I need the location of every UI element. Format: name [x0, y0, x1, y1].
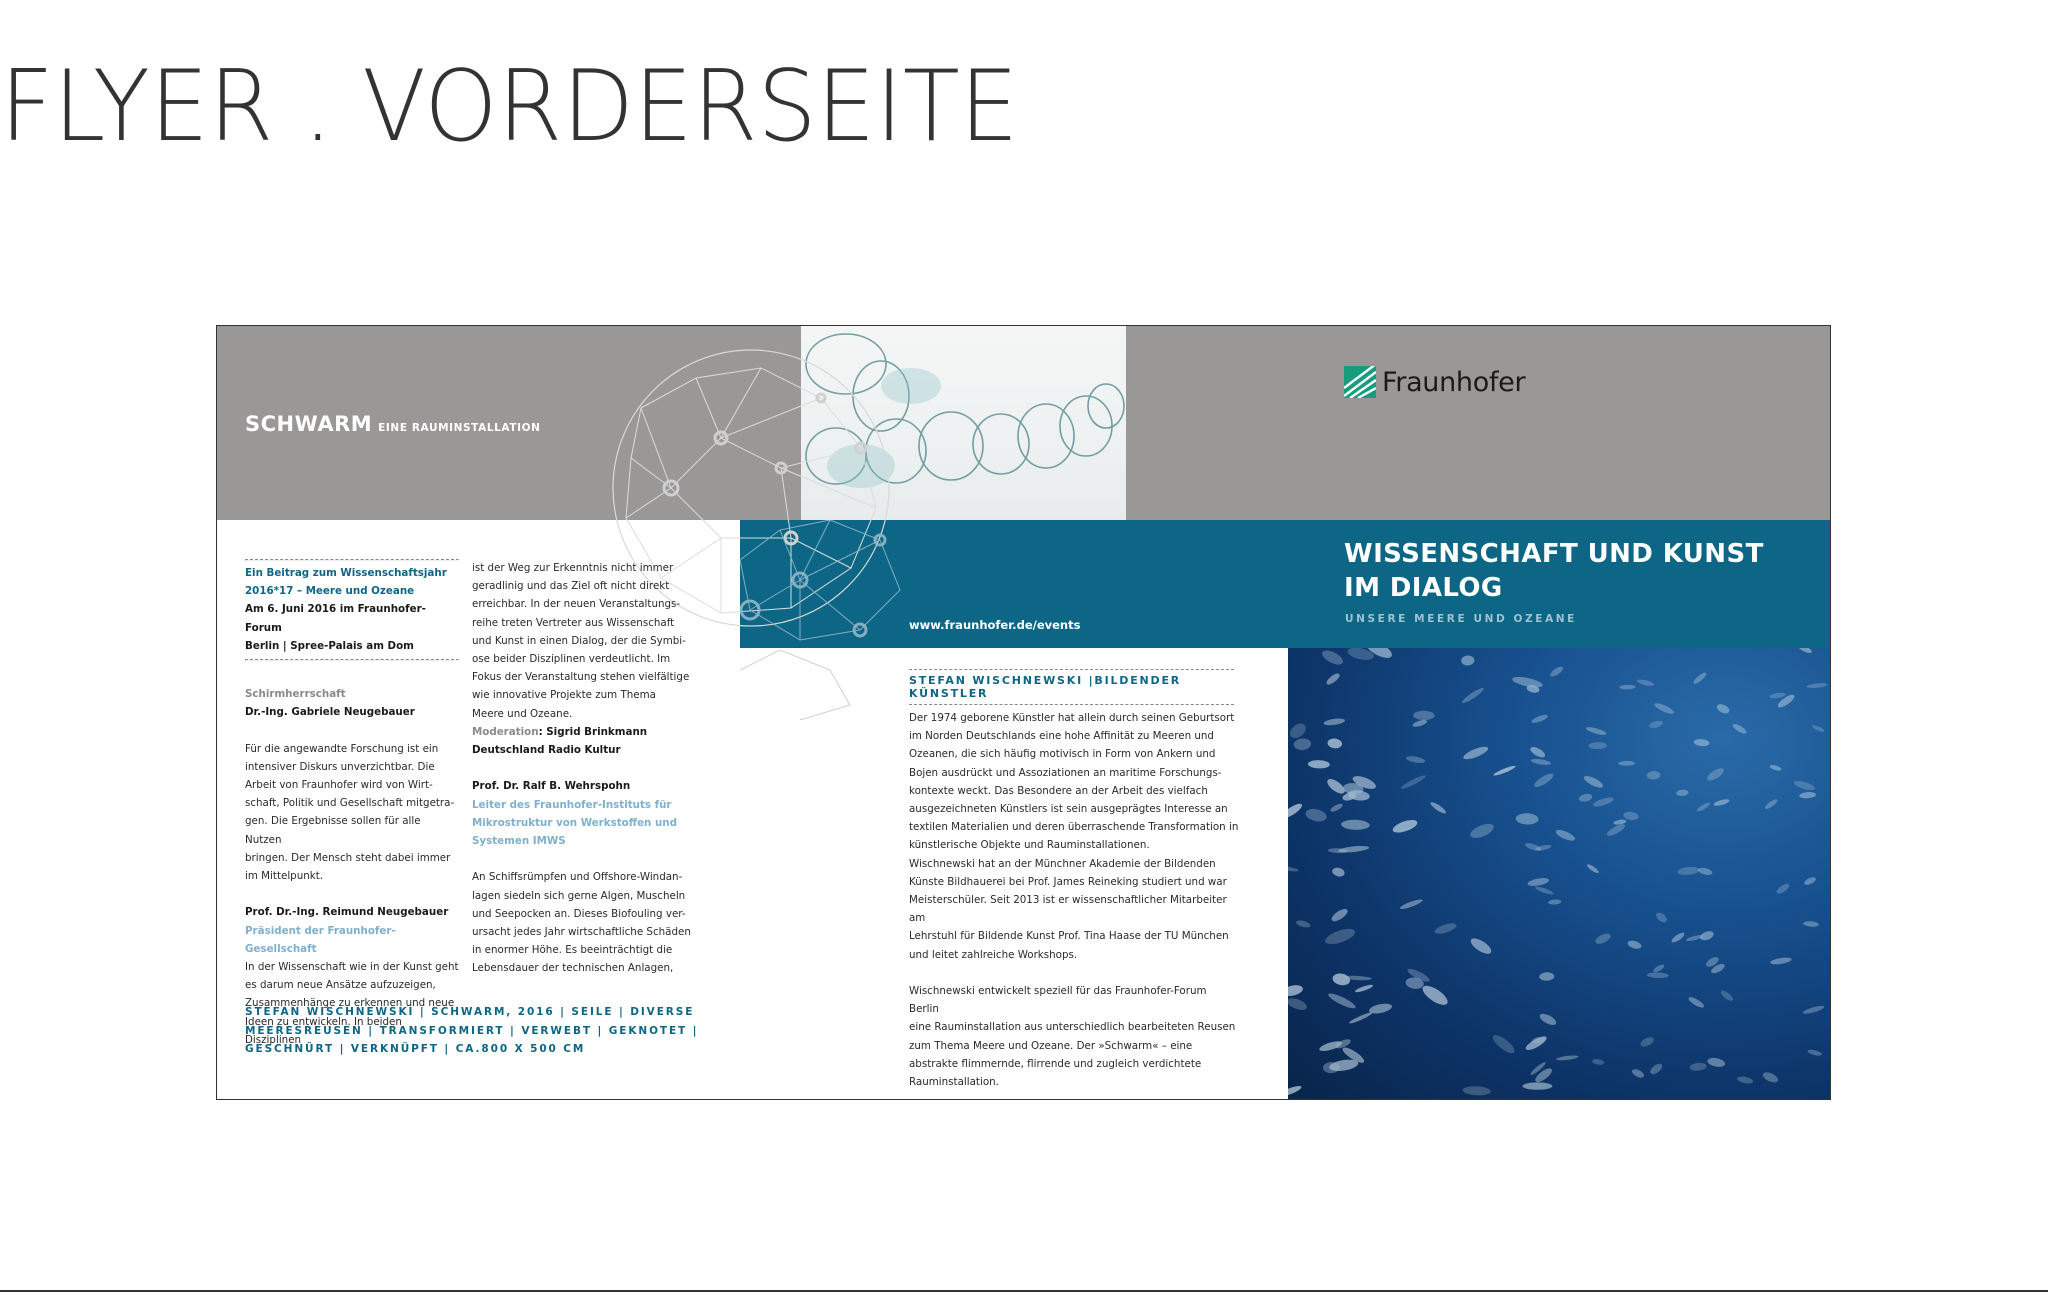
- fish-shape: [1348, 1011, 1373, 1025]
- column-left: [245, 559, 460, 1049]
- fish-shape: [1304, 807, 1328, 824]
- fish-shape: [1613, 819, 1627, 826]
- fish-shape: [1670, 931, 1686, 944]
- fish-shape: [1288, 1084, 1302, 1098]
- fish-shape: [1687, 995, 1705, 1009]
- fish-shape: [1461, 686, 1485, 705]
- fish-shape: [1354, 983, 1373, 993]
- paragraph-line: ausgezeichneten Künstlers ist sein ausgeprägtes Interesse an: [909, 803, 1228, 816]
- paragraph-line: Wischnewski entwickelt speziell für das Fraunhofer-Forum Berlin: [909, 985, 1207, 1016]
- fish-shape: [1713, 798, 1730, 807]
- fish-shape: [1623, 811, 1639, 821]
- paragraph-line: wie innovative Projekte zum Thema: [472, 689, 656, 702]
- paragraph-line: erreichbar. In der neuen Veranstaltungs-: [472, 598, 681, 611]
- fish-shape: [1288, 801, 1304, 820]
- paragraph-line: ist der Weg zur Erkenntnis nicht immer: [472, 562, 674, 574]
- fish-shape: [1797, 648, 1813, 655]
- paragraph-line: Rauminstallation.: [909, 1076, 999, 1089]
- fish-shape: [1637, 678, 1655, 687]
- fish-shape: [1462, 1086, 1491, 1096]
- fish-shape: [1677, 866, 1700, 876]
- fish-shape: [1461, 655, 1475, 666]
- paragraph-line: textilen Materialien und deren überraschende Transformation in: [909, 821, 1239, 834]
- paragraph-line: lagen siedeln sich gerne Algen, Muscheln: [472, 889, 686, 902]
- paragraph-line: Der 1974 geborene Künstler hat allein durch seinen Geburtsort: [909, 712, 1235, 724]
- fish-shape: [1539, 972, 1554, 981]
- fish-shape: [1529, 745, 1547, 760]
- paragraph-line: Wischnewski hat an der Münchner Akademie der Bildenden: [909, 857, 1216, 870]
- date-line-2: Berlin | Spree-Palais am Dom: [245, 639, 414, 652]
- fish-shape: [1586, 863, 1600, 874]
- paragraph-line: Künste Bildhauerei bei Prof. James Reineking studiert und war: [909, 875, 1227, 888]
- fish-shape: [1556, 1055, 1579, 1062]
- fish-shape: [1592, 1058, 1605, 1065]
- fish-shape: [1719, 989, 1734, 1003]
- fish-shape: [1288, 996, 1308, 1012]
- speaker-role: Systemen IMWS: [472, 835, 566, 848]
- caption-line: MEERESREUSEN | TRANSFORMIERT | VERWEBT | GEKNOTET |: [245, 1024, 699, 1037]
- paragraph-line: zum Thema Meere und Ozeane. Der »Schwarm« – eine: [909, 1039, 1193, 1052]
- fish-shape: [1331, 866, 1345, 878]
- fish-shape: [1594, 931, 1613, 946]
- fish-shape: [1806, 682, 1827, 689]
- fish-shape: [1647, 972, 1669, 978]
- fish-shape: [1330, 907, 1350, 924]
- bottom-rule: [0, 1290, 2048, 1292]
- events-url[interactable]: www.fraunhofer.de/events: [909, 618, 1081, 632]
- fish-shape: [1578, 793, 1593, 803]
- logo-wordmark: Fraunhofer: [1382, 366, 1526, 398]
- fish-shape: [1327, 738, 1343, 750]
- installation-name: SCHWARM: [245, 412, 373, 436]
- paragraph-line: In der Wissenschaft wie in der Kunst geht: [245, 961, 459, 974]
- fish-shape: [1582, 774, 1604, 790]
- fish-shape: [1807, 1049, 1822, 1057]
- patronage-label: Schirmherrschaft: [245, 688, 346, 701]
- moderation-name: : Sigrid Brinkmann: [538, 725, 648, 738]
- speaker-role: Mikrostruktur von Werkstoffen und: [472, 816, 677, 829]
- paragraph-line: Für die angewandte Forschung ist ein: [245, 742, 439, 755]
- paragraph-line: in enormer Höhe. Es beeinträchtigt die: [472, 944, 673, 957]
- paragraph-line: Bojen ausdrückt und Assoziationen an maritime Forschungs-: [909, 766, 1222, 779]
- fish-shape: [1705, 766, 1726, 783]
- fish-shape: [1399, 898, 1423, 911]
- fish-shape: [1554, 828, 1576, 843]
- fish-shape: [1531, 713, 1549, 724]
- fish-shape: [1490, 1032, 1517, 1056]
- network-sphere-lower: [740, 520, 910, 720]
- fish-shape: [1548, 899, 1562, 905]
- fish-shape: [1532, 771, 1555, 789]
- fish-shape: [1293, 738, 1311, 751]
- fish-shape: [1549, 665, 1565, 679]
- paragraph-line: intensiver Diskurs unverzichtbar. Die: [245, 760, 435, 773]
- fish-shape: [1535, 885, 1555, 895]
- fish-shape: [1770, 956, 1792, 965]
- fish-shape: [1592, 796, 1614, 809]
- fish-shape: [1693, 738, 1709, 746]
- fish-shape: [1320, 648, 1345, 667]
- fish-shape: [1323, 926, 1357, 947]
- fish-shape: [1736, 1075, 1753, 1084]
- paragraph-line: im Norden Deutschlands eine hohe Affinität zu Meeren und: [909, 730, 1214, 743]
- fish-shape: [1652, 963, 1665, 973]
- fish-shape: [1406, 755, 1426, 764]
- paragraph-line: und Seepocken an. Dieses Biofouling ver-: [472, 907, 686, 920]
- fish-shape: [1523, 1082, 1553, 1089]
- paragraph-line: künstlerische Objekte und Rauminstallationen.: [909, 839, 1150, 852]
- fish-shape: [1654, 911, 1668, 925]
- fish-shape: [1689, 1062, 1707, 1071]
- fish-shape: [1413, 711, 1435, 721]
- fish-shape: [1803, 876, 1817, 886]
- fish-shape: [1538, 1012, 1558, 1028]
- headline-line-1: WISSENSCHAFT UND KUNST: [1344, 539, 1764, 569]
- fish-shape: [1516, 813, 1539, 825]
- paragraph-line: Ozeanen, die sich häufig motivisch in Form von Ankern und: [909, 748, 1216, 761]
- paragraph-line: gen. Die Ergebnisse sollen für alle Nutzen: [245, 815, 421, 846]
- fish-shape: [1288, 983, 1304, 997]
- column-artist: [909, 709, 1239, 1091]
- fraunhofer-logo-icon: [1344, 366, 1376, 398]
- fish-shape: [1618, 761, 1635, 766]
- fish-shape: [1332, 972, 1351, 987]
- fish-shape: [1653, 701, 1675, 715]
- fish-shape: [1619, 685, 1636, 690]
- paragraph-line: ose beider Disziplinen verdeutlicht. Im: [472, 653, 671, 666]
- fish-shape: [1649, 719, 1664, 729]
- grey-panel-right: [1126, 326, 1831, 520]
- fish-shape: [1803, 921, 1819, 928]
- intro-line-2: 2016*17 – Meere und Ozeane: [245, 585, 415, 598]
- fish-shape: [1468, 821, 1495, 841]
- fish-shape: [1769, 692, 1786, 700]
- paragraph-line: ursacht jedes Jahr wirtschaftliche Schäden: [472, 926, 691, 939]
- paragraph-line: geradlinig und das Ziel oft nicht direkt: [472, 580, 670, 593]
- fish-shape: [1631, 1067, 1646, 1079]
- fish-shape: [1420, 982, 1451, 1008]
- paragraph-line: Fokus der Veranstaltung stehen vielfältige: [472, 671, 690, 684]
- fish-shape: [1341, 819, 1370, 830]
- fish-swarm-photo: [1288, 648, 1831, 1100]
- paragraph-line: Meere und Ozeane.: [472, 707, 573, 720]
- speaker-name: Prof. Dr.-Ing. Reimund Neugebauer: [245, 906, 449, 919]
- paragraph-line: Arbeit von Fraunhofer wird von Wirt-: [245, 779, 433, 792]
- flyer-headline: [1344, 537, 1814, 605]
- fish-shape: [1799, 791, 1816, 799]
- flyer-front: [216, 325, 1831, 1100]
- fish-shape: [1793, 779, 1816, 792]
- speaker-role: Präsident der Fraunhofer-Gesellschaft: [245, 924, 396, 955]
- paragraph-line: kontexte weckt. Das Besondere an der Arbeit des vielfach: [909, 784, 1208, 797]
- fish-shape: [1769, 764, 1782, 772]
- fish-shape: [1327, 991, 1357, 1011]
- paragraph-line: reihe treten Vertreter aus Wissenschaft: [472, 616, 675, 629]
- fish-shape: [1715, 702, 1730, 715]
- paragraph-line: An Schiffsrümpfen und Offshore-Windan-: [472, 871, 683, 884]
- paragraph-line: bringen. Der Mensch steht dabei immer: [245, 851, 451, 864]
- fish-shape: [1775, 882, 1791, 896]
- paragraph-line: Lebensdauer der technischen Anlagen,: [472, 962, 674, 975]
- fish-shape: [1648, 1062, 1664, 1076]
- intro-line-1: Ein Beitrag zum Wissenschaftsjahr: [245, 567, 447, 579]
- caption-line: GESCHNÜRT | VERKNÜPFT | CA.800 X 500 CM: [245, 1043, 586, 1055]
- speaker-role: Leiter des Fraunhofer-Instituts für: [472, 798, 672, 811]
- fish-shape: [1468, 935, 1493, 956]
- fish-shape: [1761, 1070, 1779, 1084]
- fish-shape: [1639, 1035, 1655, 1048]
- fish-shape: [1692, 671, 1708, 686]
- paragraph-line: schaft, Politik und Gesellschaft mitgetra-: [245, 797, 455, 810]
- installation-title: [245, 412, 541, 436]
- patron-name: Dr.-Ing. Gabriele Neugebauer: [245, 706, 415, 719]
- caption-line: STEFAN WISCHNEWSKI | SCHWARM, 2016 | SEILE | DIVERSE: [245, 1006, 695, 1018]
- fish-shape: [1323, 717, 1345, 726]
- fish-shape: [1699, 929, 1715, 942]
- fish-shape: [1530, 758, 1551, 766]
- fish-shape: [1589, 742, 1608, 749]
- moderation-org: Deutschland Radio Kultur: [472, 744, 621, 757]
- fish-shape: [1288, 721, 1309, 742]
- fish-shape: [1429, 800, 1447, 815]
- paragraph-line: Ideen zu entwickeln. In beiden Disziplinen: [245, 1015, 402, 1046]
- moderation: [472, 723, 697, 741]
- paragraph-line: es darum neue Ansätze aufzuzeigen,: [245, 979, 436, 992]
- flyer-subheadline: UNSERE MEERE UND OZEANE: [1345, 613, 1577, 625]
- artist-heading: STEFAN WISCHNEWSKI |BILDENDER KÜNSTLER: [909, 669, 1234, 705]
- fish-shape: [1676, 789, 1689, 796]
- paragraph-line: und leitet zahlreiche Workshops.: [909, 948, 1078, 961]
- fish-shape: [1493, 764, 1517, 777]
- fish-shape: [1707, 1057, 1726, 1069]
- speaker-name: Prof. Dr. Ralf B. Wehrspohn: [472, 780, 631, 793]
- paragraph-line: eine Rauminstallation aus unterschiedlich bearbeiteten Reusen: [909, 1021, 1236, 1034]
- fish-shape: [1802, 1004, 1825, 1015]
- paragraph-line: Zusammenhänge zu erkennen und neue: [245, 997, 455, 1010]
- fish-shape: [1627, 939, 1643, 950]
- artwork-caption: [245, 1003, 705, 1059]
- fish-shape: [1764, 798, 1779, 811]
- paragraph-line: Meisterschüler. Seit 2013 ist er wissenschaftlicher Mitarbeiter am: [909, 894, 1227, 925]
- date-line-1: Am 6. Juni 2016 im Fraunhofer-Forum: [245, 603, 426, 634]
- divider: [245, 559, 459, 561]
- fish-shape: [1400, 774, 1427, 791]
- fish-shape: [1646, 771, 1660, 780]
- fish-shape: [1295, 919, 1311, 929]
- fish-shape: [1527, 876, 1550, 887]
- headline-line-2: IM DIALOG: [1344, 573, 1503, 603]
- fish-shape: [1585, 726, 1607, 737]
- paragraph-line: im Mittelpunkt.: [245, 870, 324, 883]
- fish-shape: [1308, 760, 1330, 769]
- fish-shape: [1434, 921, 1458, 936]
- fish-shape: [1288, 865, 1299, 873]
- fish-shape: [1329, 802, 1343, 813]
- fish-shape: [1696, 801, 1711, 813]
- paragraph-line: abstrakte flimmernde, flirrende und zugleich verdichtete: [909, 1057, 1202, 1070]
- fraunhofer-logo: [1344, 366, 1525, 398]
- page-title: FLYER . VORDERSEITE: [0, 50, 1019, 164]
- fish-shape: [1462, 744, 1490, 761]
- fish-shape: [1325, 672, 1341, 687]
- paragraph-line: Lehrstuhl für Bildende Kunst Prof. Tina Haase der TU München: [909, 930, 1229, 943]
- paragraph-line: und Kunst in einen Dialog, der die Symbi-: [472, 634, 686, 647]
- column-middle: [472, 559, 697, 978]
- fish-shape: [1731, 722, 1747, 735]
- installation-subtitle: EINE RAUMINSTALLATION: [378, 422, 541, 434]
- fish-shape: [1811, 724, 1825, 733]
- moderation-label: Moderation: [472, 725, 539, 738]
- fish-shape: [1391, 817, 1419, 835]
- fish-shape: [1697, 867, 1713, 877]
